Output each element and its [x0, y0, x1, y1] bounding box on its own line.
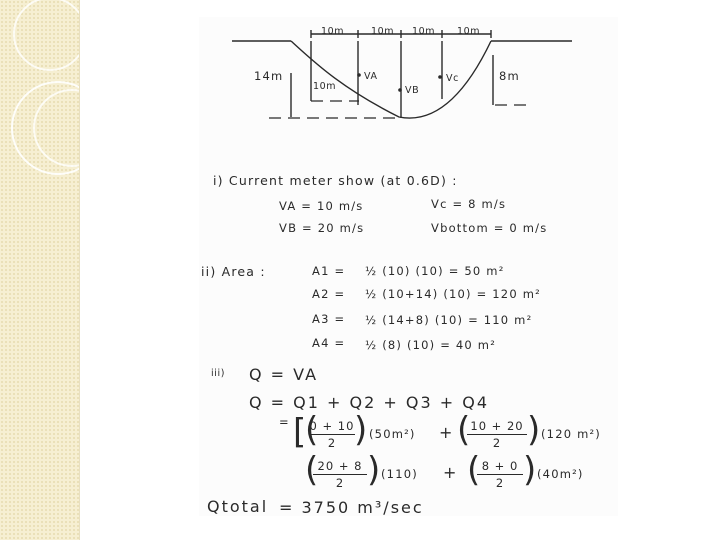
area-2-expr: ½ (10+14) (10) = 120 m² — [365, 287, 541, 301]
plus-sign-1: + — [439, 423, 455, 442]
fraction-3-bar — [313, 474, 367, 475]
paren-open-3: ( — [305, 450, 319, 490]
equals-sign: = — [279, 415, 290, 429]
fraction-2 — [467, 419, 527, 450]
point-c-label: Vc — [446, 73, 459, 84]
width-label-3: 10m — [412, 26, 436, 37]
flow-formula: Q = VA — [249, 365, 319, 384]
fraction-4-denominator: 2 — [495, 476, 505, 490]
depth-label-right: 8m — [499, 69, 520, 83]
point-a-label: VA — [364, 71, 378, 82]
paren-open-4: ( — [467, 450, 481, 490]
decorative-side-band — [0, 0, 80, 540]
fraction-1-bar — [309, 434, 355, 435]
velocity-b: VB = 20 m/s — [279, 221, 365, 235]
area-1-label: A1 = — [312, 264, 346, 278]
part1-heading: i) Current meter show (at 0.6D) : — [213, 173, 458, 188]
term2-area: (120 m²) — [541, 427, 601, 441]
fraction-2-denominator: 2 — [492, 436, 502, 450]
point-b-label: VB — [405, 85, 420, 96]
fraction-2-numerator: 10 + 20 — [470, 419, 524, 433]
area-4-label: A4 = — [312, 336, 346, 350]
width-label-1: 10m — [321, 26, 345, 37]
area-3-label: A3 = — [312, 312, 346, 326]
flow-sum: Q = Q1 + Q2 + Q3 + Q4 — [249, 393, 489, 412]
velocity-bottom: Vbottom = 0 m/s — [431, 221, 548, 235]
area-1-expr: ½ (10) (10) = 50 m² — [365, 264, 505, 278]
fraction-1-numerator: 0 + 10 — [309, 419, 355, 433]
bracket-open: [ — [293, 412, 307, 452]
term3-area: (110) — [381, 467, 418, 481]
width-label-4: 10m — [457, 26, 481, 37]
area-4-expr: ½ (8) (10) = 40 m² — [365, 338, 497, 352]
paren-close-3: ) — [367, 450, 381, 490]
decorative-circles — [0, 0, 79, 540]
term4-area: (40m²) — [537, 467, 584, 481]
fraction-3-denominator: 2 — [335, 476, 345, 490]
fraction-4-bar — [477, 474, 523, 475]
plus-sign-2: + — [443, 463, 459, 482]
fraction-4 — [477, 459, 523, 490]
term1-area: (50m²) — [369, 427, 416, 441]
fraction-1 — [309, 419, 355, 450]
paren-close-4: ) — [523, 450, 537, 490]
paren-close-2: ) — [527, 410, 541, 450]
depth-label-left: 14m — [254, 69, 284, 83]
depth-label-mid: 10m — [313, 81, 337, 92]
fraction-3-numerator: 20 + 8 — [317, 459, 363, 473]
total-label: Qtotal — [207, 497, 269, 516]
fraction-1-denominator: 2 — [327, 436, 337, 450]
area-2-label: A2 = — [312, 287, 346, 301]
fraction-4-numerator: 8 + 0 — [481, 459, 519, 473]
fraction-2-bar — [467, 434, 527, 435]
width-label-2: 10m — [371, 26, 395, 37]
part2-heading: ii) Area : — [201, 264, 266, 279]
handwritten-solution-sheet — [199, 17, 618, 516]
velocity-c: Vc = 8 m/s — [431, 197, 507, 211]
velocity-a: VA = 10 m/s — [279, 199, 364, 213]
paren-close-1: ) — [354, 410, 368, 450]
part3-heading: iii) — [211, 368, 226, 379]
paren-open-2: ( — [457, 410, 471, 450]
area-3-expr: ½ (14+8) (10) = 110 m² — [365, 313, 533, 327]
paren-open-1: ( — [305, 410, 319, 450]
fraction-3 — [313, 459, 367, 490]
total-value: = 3750 m³/sec — [279, 498, 424, 517]
